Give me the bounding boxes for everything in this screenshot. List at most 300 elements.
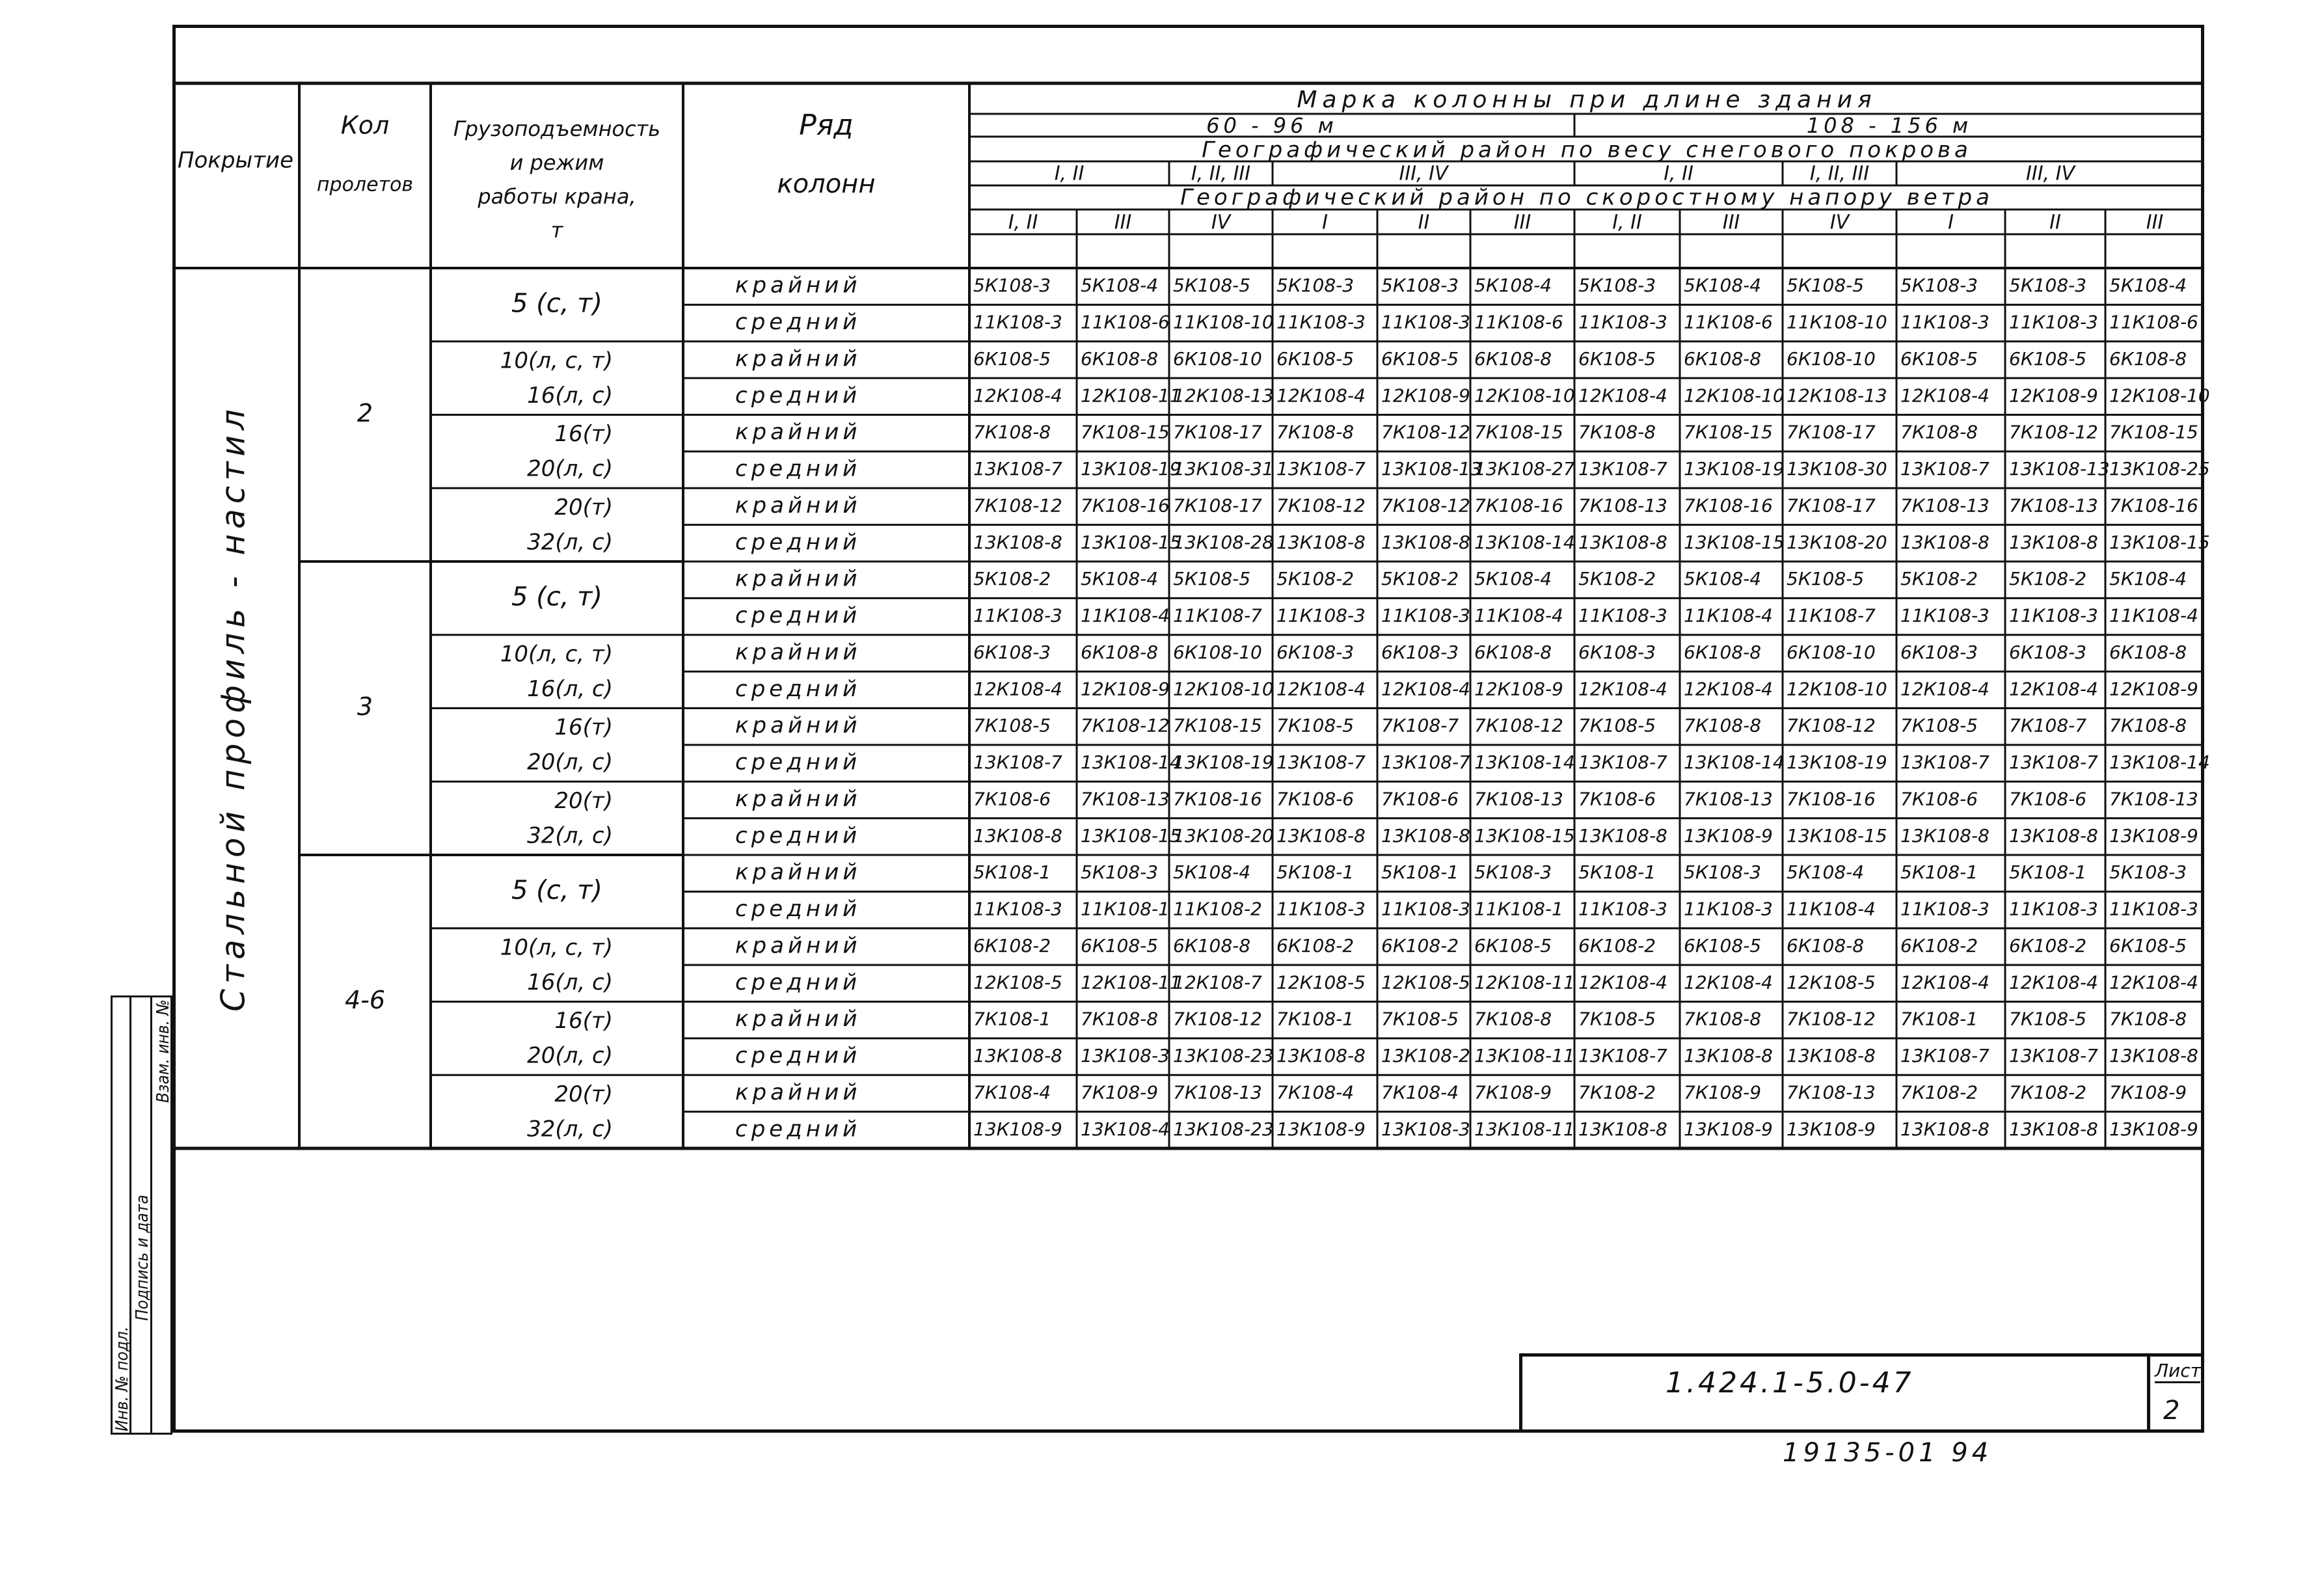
crane-load-2-1-b: 16(л, с) — [527, 969, 613, 995]
cell-2-9: 6К108-5 — [1900, 347, 1978, 370]
cell-17-8: 11К108-4 — [1787, 898, 1876, 920]
row-type-7: средний — [735, 529, 861, 556]
header-wind-col-0: I, II — [1008, 211, 1038, 234]
cell-11-0: 12К108-4 — [973, 678, 1062, 700]
cell-19-2: 12К108-7 — [1173, 971, 1262, 994]
row-type-8: крайний — [735, 565, 861, 592]
header-wind-col-8: IV — [1829, 211, 1850, 234]
cell-1-7: 11К108-6 — [1684, 311, 1773, 333]
cell-11-10: 12К108-4 — [2009, 678, 2098, 700]
cell-7-4: 13К108-8 — [1381, 531, 1470, 553]
cell-16-2: 5К108-4 — [1173, 861, 1251, 884]
header-wind-col-4: II — [1418, 211, 1430, 234]
cell-9-6: 11К108-3 — [1578, 604, 1667, 627]
cell-23-8: 13К108-9 — [1787, 1118, 1876, 1140]
cell-2-1: 6К108-8 — [1081, 347, 1159, 370]
cell-22-3: 7К108-4 — [1276, 1081, 1355, 1103]
row-type-23: средний — [735, 1116, 861, 1143]
cell-12-2: 7К108-15 — [1173, 714, 1262, 737]
cell-12-5: 7К108-12 — [1474, 714, 1563, 737]
side-label-replace: Взам. инв. № — [154, 999, 173, 1103]
cell-23-9: 13К108-8 — [1900, 1118, 1990, 1140]
cell-2-8: 6К108-10 — [1787, 347, 1876, 370]
cell-5-5: 13К108-27 — [1474, 458, 1575, 480]
cell-4-2: 7К108-17 — [1173, 421, 1262, 443]
cell-16-9: 5К108-1 — [1900, 861, 1978, 884]
crane-load-1-3-a: 20(т) — [554, 787, 613, 814]
cell-0-5: 5К108-4 — [1474, 275, 1552, 297]
cell-9-0: 11К108-3 — [973, 604, 1062, 627]
cell-21-2: 13К108-23 — [1173, 1045, 1274, 1067]
cell-20-6: 7К108-5 — [1578, 1008, 1656, 1030]
archive-note: 19135-01 94 — [1783, 1438, 1993, 1468]
cell-10-6: 6К108-3 — [1578, 641, 1656, 663]
cell-4-6: 7К108-8 — [1578, 421, 1656, 443]
cell-1-9: 11К108-3 — [1900, 311, 1990, 333]
cell-22-8: 7К108-13 — [1787, 1081, 1876, 1103]
cell-13-4: 13К108-7 — [1381, 751, 1470, 774]
cell-4-7: 7К108-15 — [1684, 421, 1773, 443]
cell-2-10: 6К108-5 — [2009, 347, 2087, 370]
cell-3-10: 12К108-9 — [2009, 385, 2098, 407]
cell-20-8: 7К108-12 — [1787, 1008, 1876, 1030]
cell-2-4: 6К108-5 — [1381, 347, 1459, 370]
cell-14-2: 7К108-16 — [1173, 788, 1262, 810]
header-snow-group-4: I, II, III — [1809, 162, 1870, 185]
cell-3-9: 12К108-4 — [1900, 385, 1990, 407]
cell-5-1: 13К108-19 — [1081, 458, 1181, 480]
cell-4-10: 7К108-12 — [2009, 421, 2098, 443]
cell-0-4: 5К108-3 — [1381, 275, 1459, 297]
cell-3-11: 12К108-10 — [2109, 385, 2210, 407]
cell-13-1: 13К108-14 — [1081, 751, 1181, 774]
cell-20-4: 7К108-5 — [1381, 1008, 1459, 1030]
cell-14-3: 7К108-6 — [1276, 788, 1355, 810]
header-wind-col-5: III — [1513, 211, 1531, 234]
cell-6-3: 7К108-12 — [1276, 494, 1366, 517]
cell-8-11: 5К108-4 — [2109, 568, 2187, 590]
cell-23-6: 13К108-8 — [1578, 1118, 1667, 1140]
header-crane-1: и режим — [509, 150, 604, 175]
crane-load-1-3-b: 32(л, с) — [527, 822, 613, 849]
cell-13-3: 13К108-7 — [1276, 751, 1366, 774]
cell-1-8: 11К108-10 — [1787, 311, 1887, 333]
cell-11-7: 12К108-4 — [1684, 678, 1773, 700]
cell-19-10: 12К108-4 — [2009, 971, 2098, 994]
cell-18-1: 6К108-5 — [1081, 934, 1159, 956]
cell-0-0: 5К108-3 — [973, 275, 1051, 297]
cell-12-9: 7К108-5 — [1900, 714, 1978, 737]
cell-20-7: 7К108-8 — [1684, 1008, 1762, 1030]
cell-21-8: 13К108-8 — [1787, 1045, 1876, 1067]
row-type-21: средний — [735, 1042, 861, 1069]
cell-18-8: 6К108-8 — [1787, 934, 1865, 956]
cell-19-1: 12К108-11 — [1081, 971, 1181, 994]
header-snow-group-2: III, IV — [1399, 162, 1448, 185]
cell-0-3: 5К108-3 — [1276, 275, 1355, 297]
cell-13-11: 13К108-14 — [2109, 751, 2210, 774]
cell-22-11: 7К108-9 — [2109, 1081, 2187, 1103]
cell-19-4: 12К108-5 — [1381, 971, 1470, 994]
cell-12-0: 7К108-5 — [973, 714, 1051, 737]
header-crane-0: Грузоподъемность — [453, 116, 661, 141]
spans-value-1: 3 — [357, 692, 373, 721]
cell-5-0: 13К108-7 — [973, 458, 1062, 480]
sheet-number: 2 — [2163, 1396, 2180, 1426]
cell-7-10: 13К108-8 — [2009, 531, 2098, 553]
cell-7-11: 13К108-15 — [2109, 531, 2210, 553]
cell-13-6: 13К108-7 — [1578, 751, 1667, 774]
cell-7-6: 13К108-8 — [1578, 531, 1667, 553]
cell-11-3: 12К108-4 — [1276, 678, 1366, 700]
cell-16-8: 5К108-4 — [1787, 861, 1865, 884]
cell-11-4: 12К108-4 — [1381, 678, 1470, 700]
cell-2-2: 6К108-10 — [1173, 347, 1262, 370]
cell-7-7: 13К108-15 — [1684, 531, 1785, 553]
cell-5-9: 13К108-7 — [1900, 458, 1990, 480]
crane-load-2-2-a: 16(т) — [554, 1008, 613, 1035]
cell-10-7: 6К108-8 — [1684, 641, 1762, 663]
cell-5-3: 13К108-7 — [1276, 458, 1366, 480]
cell-19-7: 12К108-4 — [1684, 971, 1773, 994]
cell-15-2: 13К108-20 — [1173, 824, 1274, 846]
cell-3-0: 12К108-4 — [973, 385, 1062, 407]
cell-9-8: 11К108-7 — [1787, 604, 1876, 627]
cell-22-1: 7К108-9 — [1081, 1081, 1159, 1103]
cell-12-6: 7К108-5 — [1578, 714, 1656, 737]
cell-13-9: 13К108-7 — [1900, 751, 1990, 774]
cell-23-3: 13К108-9 — [1276, 1118, 1366, 1140]
cell-14-9: 7К108-6 — [1900, 788, 1978, 810]
cell-10-0: 6К108-3 — [973, 641, 1051, 663]
cell-6-9: 7К108-13 — [1900, 494, 1990, 517]
cell-3-6: 12К108-4 — [1578, 385, 1667, 407]
header-wind-col-2: IV — [1211, 211, 1231, 234]
crane-load-0-0: 5 (с, т) — [511, 288, 603, 319]
cell-6-0: 7К108-12 — [973, 494, 1062, 517]
cell-11-9: 12К108-4 — [1900, 678, 1990, 700]
cell-1-11: 11К108-6 — [2109, 311, 2198, 333]
cell-18-2: 6К108-8 — [1173, 934, 1251, 956]
cell-6-8: 7К108-17 — [1787, 494, 1876, 517]
cell-19-0: 12К108-5 — [973, 971, 1062, 994]
cell-16-3: 5К108-1 — [1276, 861, 1355, 884]
cell-20-0: 7К108-1 — [973, 1008, 1051, 1030]
cell-15-7: 13К108-9 — [1684, 824, 1773, 846]
cell-6-11: 7К108-16 — [2109, 494, 2198, 517]
row-type-17: средний — [735, 896, 861, 923]
cell-20-5: 7К108-8 — [1474, 1008, 1552, 1030]
cell-1-5: 11К108-6 — [1474, 311, 1563, 333]
header-row-1: Ряд — [799, 109, 854, 142]
cell-6-10: 7К108-13 — [2009, 494, 2098, 517]
crane-load-2-3-b: 32(л, с) — [527, 1116, 613, 1143]
cell-23-1: 13К108-4 — [1081, 1118, 1170, 1140]
cell-9-11: 11К108-4 — [2109, 604, 2198, 627]
cell-1-10: 11К108-3 — [2009, 311, 2098, 333]
cell-21-11: 13К108-8 — [2109, 1045, 2198, 1067]
cell-15-6: 13К108-8 — [1578, 824, 1667, 846]
cell-1-1: 11К108-6 — [1081, 311, 1170, 333]
cell-7-0: 13К108-8 — [973, 531, 1062, 553]
cell-18-4: 6К108-2 — [1381, 934, 1459, 956]
header-row-2: колонн — [777, 169, 876, 199]
cell-8-7: 5К108-4 — [1684, 568, 1762, 590]
cell-17-2: 11К108-2 — [1173, 898, 1262, 920]
header-spans-2: пролетов — [316, 173, 414, 196]
spans-value-0: 2 — [357, 399, 373, 427]
cell-23-11: 13К108-9 — [2109, 1118, 2198, 1140]
cell-18-6: 6К108-2 — [1578, 934, 1656, 956]
cell-9-1: 11К108-4 — [1081, 604, 1170, 627]
cell-17-3: 11К108-3 — [1276, 898, 1366, 920]
cell-18-9: 6К108-2 — [1900, 934, 1978, 956]
row-type-13: средний — [735, 749, 861, 776]
crane-load-2-1-a: 10(л, с, т) — [500, 934, 613, 961]
cell-23-10: 13К108-8 — [2009, 1118, 2098, 1140]
cell-6-6: 7К108-13 — [1578, 494, 1667, 517]
cell-17-4: 11К108-3 — [1381, 898, 1470, 920]
cell-5-11: 13К108-25 — [2109, 458, 2210, 480]
cell-4-11: 7К108-15 — [2109, 421, 2198, 443]
cell-15-0: 13К108-8 — [973, 824, 1062, 846]
cell-12-10: 7К108-7 — [2009, 714, 2087, 737]
cell-14-6: 7К108-6 — [1578, 788, 1656, 810]
header-snow-group-0: I, II — [1054, 162, 1085, 185]
crane-load-1-1-b: 16(л, с) — [527, 675, 613, 702]
cell-3-3: 12К108-4 — [1276, 385, 1366, 407]
cell-10-5: 6К108-8 — [1474, 641, 1552, 663]
cell-19-5: 12К108-11 — [1474, 971, 1575, 994]
cell-12-4: 7К108-7 — [1381, 714, 1459, 737]
cell-20-2: 7К108-12 — [1173, 1008, 1262, 1030]
cell-18-7: 6К108-5 — [1684, 934, 1762, 956]
spans-value-2: 4-6 — [344, 986, 386, 1014]
cell-16-6: 5К108-1 — [1578, 861, 1656, 884]
crane-load-0-1-b: 16(л, с) — [527, 382, 613, 409]
cell-21-0: 13К108-8 — [973, 1045, 1062, 1067]
cell-15-4: 13К108-8 — [1381, 824, 1470, 846]
cell-1-6: 11К108-3 — [1578, 311, 1667, 333]
cell-11-2: 12К108-10 — [1173, 678, 1274, 700]
cell-22-4: 7К108-4 — [1381, 1081, 1459, 1103]
cell-20-10: 7К108-5 — [2009, 1008, 2087, 1030]
cell-21-3: 13К108-8 — [1276, 1045, 1366, 1067]
header-wind: Географический район по скоростному напору ветра — [1180, 184, 1993, 211]
header-length-a: 60 - 96 м — [1206, 113, 1338, 138]
cell-20-11: 7К108-8 — [2109, 1008, 2187, 1030]
header-wind-col-7: III — [1722, 211, 1740, 234]
cell-22-5: 7К108-9 — [1474, 1081, 1552, 1103]
cell-19-6: 12К108-4 — [1578, 971, 1667, 994]
cell-17-6: 11К108-3 — [1578, 898, 1667, 920]
cell-6-7: 7К108-16 — [1684, 494, 1773, 517]
cell-5-8: 13К108-30 — [1787, 458, 1887, 480]
cell-0-6: 5К108-3 — [1578, 275, 1656, 297]
cell-23-2: 13К108-23 — [1173, 1118, 1274, 1140]
cell-21-10: 13К108-7 — [2009, 1045, 2098, 1067]
row-type-14: крайний — [735, 785, 861, 812]
cell-16-7: 5К108-3 — [1684, 861, 1762, 884]
cell-6-2: 7К108-17 — [1173, 494, 1262, 517]
row-type-1: средний — [735, 309, 861, 336]
cell-14-8: 7К108-16 — [1787, 788, 1876, 810]
cell-4-5: 7К108-15 — [1474, 421, 1563, 443]
cell-10-3: 6К108-3 — [1276, 641, 1355, 663]
row-type-12: крайний — [735, 712, 861, 739]
crane-load-0-2-b: 20(л, с) — [527, 455, 613, 482]
cell-16-0: 5К108-1 — [973, 861, 1051, 884]
cell-3-7: 12К108-10 — [1684, 385, 1785, 407]
cell-2-11: 6К108-8 — [2109, 347, 2187, 370]
cell-8-10: 5К108-2 — [2009, 568, 2087, 590]
cell-14-10: 7К108-6 — [2009, 788, 2087, 810]
cell-19-8: 12К108-5 — [1787, 971, 1876, 994]
cell-8-9: 5К108-2 — [1900, 568, 1978, 590]
cell-1-0: 11К108-3 — [973, 311, 1062, 333]
cell-17-10: 11К108-3 — [2009, 898, 2098, 920]
row-type-9: средний — [735, 602, 861, 629]
cell-23-7: 13К108-9 — [1684, 1118, 1773, 1140]
header-snow-group-3: I, II — [1664, 162, 1693, 185]
cell-22-6: 7К108-2 — [1578, 1081, 1656, 1103]
cell-22-9: 7К108-2 — [1900, 1081, 1978, 1103]
cell-15-1: 13К108-15 — [1081, 824, 1181, 846]
cell-5-2: 13К108-31 — [1173, 458, 1274, 480]
header-covering: Покрытие — [177, 147, 294, 174]
cell-13-7: 13К108-14 — [1684, 751, 1785, 774]
cell-11-5: 12К108-9 — [1474, 678, 1563, 700]
cell-11-6: 12К108-4 — [1578, 678, 1667, 700]
cell-15-11: 13К108-9 — [2109, 824, 2198, 846]
cell-0-1: 5К108-4 — [1081, 275, 1159, 297]
cell-2-7: 6К108-8 — [1684, 347, 1762, 370]
cell-17-11: 11К108-3 — [2109, 898, 2198, 920]
cell-2-6: 6К108-5 — [1578, 347, 1656, 370]
cell-12-3: 7К108-5 — [1276, 714, 1355, 737]
cell-16-4: 5К108-1 — [1381, 861, 1459, 884]
cell-11-11: 12К108-9 — [2109, 678, 2198, 700]
cell-18-5: 6К108-5 — [1474, 934, 1552, 956]
crane-load-0-3-b: 32(л, с) — [527, 529, 613, 556]
crane-load-1-0: 5 (с, т) — [511, 582, 603, 612]
cell-8-8: 5К108-5 — [1787, 568, 1865, 590]
cell-22-2: 7К108-13 — [1173, 1081, 1262, 1103]
cell-20-1: 7К108-8 — [1081, 1008, 1159, 1030]
cell-4-8: 7К108-17 — [1787, 421, 1876, 443]
cell-12-1: 7К108-12 — [1081, 714, 1170, 737]
cell-4-3: 7К108-8 — [1276, 421, 1355, 443]
cell-21-4: 13К108-2 — [1381, 1045, 1470, 1067]
cell-7-9: 13К108-8 — [1900, 531, 1990, 553]
cell-22-10: 7К108-2 — [2009, 1081, 2087, 1103]
header-snow-group-5: III, IV — [2026, 162, 2075, 185]
row-type-15: средний — [735, 822, 861, 849]
cell-6-4: 7К108-12 — [1381, 494, 1470, 517]
cell-17-0: 11К108-3 — [973, 898, 1062, 920]
cell-19-9: 12К108-4 — [1900, 971, 1990, 994]
cell-22-7: 7К108-9 — [1684, 1081, 1762, 1103]
cell-12-8: 7К108-12 — [1787, 714, 1876, 737]
crane-load-1-2-a: 16(т) — [554, 714, 613, 741]
cell-17-5: 11К108-1 — [1474, 898, 1563, 920]
row-type-16: крайний — [735, 859, 861, 886]
row-type-4: крайний — [735, 419, 861, 446]
row-type-19: средний — [735, 969, 861, 995]
header-wind-col-3: I — [1322, 211, 1328, 234]
row-type-5: средний — [735, 455, 861, 482]
cell-7-5: 13К108-14 — [1474, 531, 1575, 553]
cell-14-5: 7К108-13 — [1474, 788, 1563, 810]
cell-6-1: 7К108-16 — [1081, 494, 1170, 517]
cell-8-0: 5К108-2 — [973, 568, 1051, 590]
cell-3-1: 12К108-11 — [1081, 385, 1181, 407]
cell-18-0: 6К108-2 — [973, 934, 1051, 956]
cell-20-3: 7К108-1 — [1276, 1008, 1355, 1030]
header-wind-col-1: III — [1114, 211, 1132, 234]
cell-21-6: 13К108-7 — [1578, 1045, 1667, 1067]
cell-8-4: 5К108-2 — [1381, 568, 1459, 590]
crane-load-2-3-a: 20(т) — [554, 1081, 613, 1107]
cell-9-4: 11К108-3 — [1381, 604, 1470, 627]
cell-8-6: 5К108-2 — [1578, 568, 1656, 590]
cell-3-2: 12К108-13 — [1173, 385, 1274, 407]
cell-14-1: 7К108-13 — [1081, 788, 1170, 810]
cell-7-2: 13К108-28 — [1173, 531, 1274, 553]
crane-load-2-0: 5 (с, т) — [511, 875, 603, 906]
cell-19-3: 12К108-5 — [1276, 971, 1366, 994]
cell-0-7: 5К108-4 — [1684, 275, 1762, 297]
cell-0-10: 5К108-3 — [2009, 275, 2087, 297]
cell-18-3: 6К108-2 — [1276, 934, 1355, 956]
header-wind-col-10: II — [2049, 211, 2061, 234]
cell-19-11: 12К108-4 — [2109, 971, 2198, 994]
row-type-10: крайний — [735, 639, 861, 666]
cell-1-4: 11К108-3 — [1381, 311, 1470, 333]
cell-2-3: 6К108-5 — [1276, 347, 1355, 370]
cell-10-2: 6К108-10 — [1173, 641, 1262, 663]
cell-15-5: 13К108-15 — [1474, 824, 1575, 846]
cell-4-4: 7К108-12 — [1381, 421, 1470, 443]
cell-23-4: 13К108-3 — [1381, 1118, 1470, 1140]
cell-10-4: 6К108-3 — [1381, 641, 1459, 663]
cell-15-8: 13К108-15 — [1787, 824, 1887, 846]
cell-1-3: 11К108-3 — [1276, 311, 1366, 333]
cell-21-1: 13К108-3 — [1081, 1045, 1170, 1067]
document-code: 1.424.1-5.0-47 — [1666, 1366, 1914, 1400]
cell-22-0: 7К108-4 — [973, 1081, 1051, 1103]
header-crane-2: работы крана, — [478, 184, 636, 209]
cell-13-0: 13К108-7 — [973, 751, 1062, 774]
cell-7-3: 13К108-8 — [1276, 531, 1366, 553]
cell-11-1: 12К108-9 — [1081, 678, 1170, 700]
header-length-b: 108 - 156 м — [1806, 113, 1973, 138]
cell-18-11: 6К108-5 — [2109, 934, 2187, 956]
crane-load-0-3-a: 20(т) — [554, 494, 613, 521]
side-stamp — [111, 995, 172, 1435]
cell-8-3: 5К108-2 — [1276, 568, 1355, 590]
cell-5-4: 13К108-13 — [1381, 458, 1482, 480]
cell-9-7: 11К108-4 — [1684, 604, 1773, 627]
cell-4-9: 7К108-8 — [1900, 421, 1978, 443]
cell-3-8: 12К108-13 — [1787, 385, 1887, 407]
cell-1-2: 11К108-10 — [1173, 311, 1274, 333]
header-spans-1: Кол — [340, 111, 390, 140]
header-crane-3: т — [550, 218, 563, 243]
cell-10-10: 6К108-3 — [2009, 641, 2087, 663]
row-type-11: средний — [735, 675, 861, 702]
cell-15-3: 13К108-8 — [1276, 824, 1366, 846]
